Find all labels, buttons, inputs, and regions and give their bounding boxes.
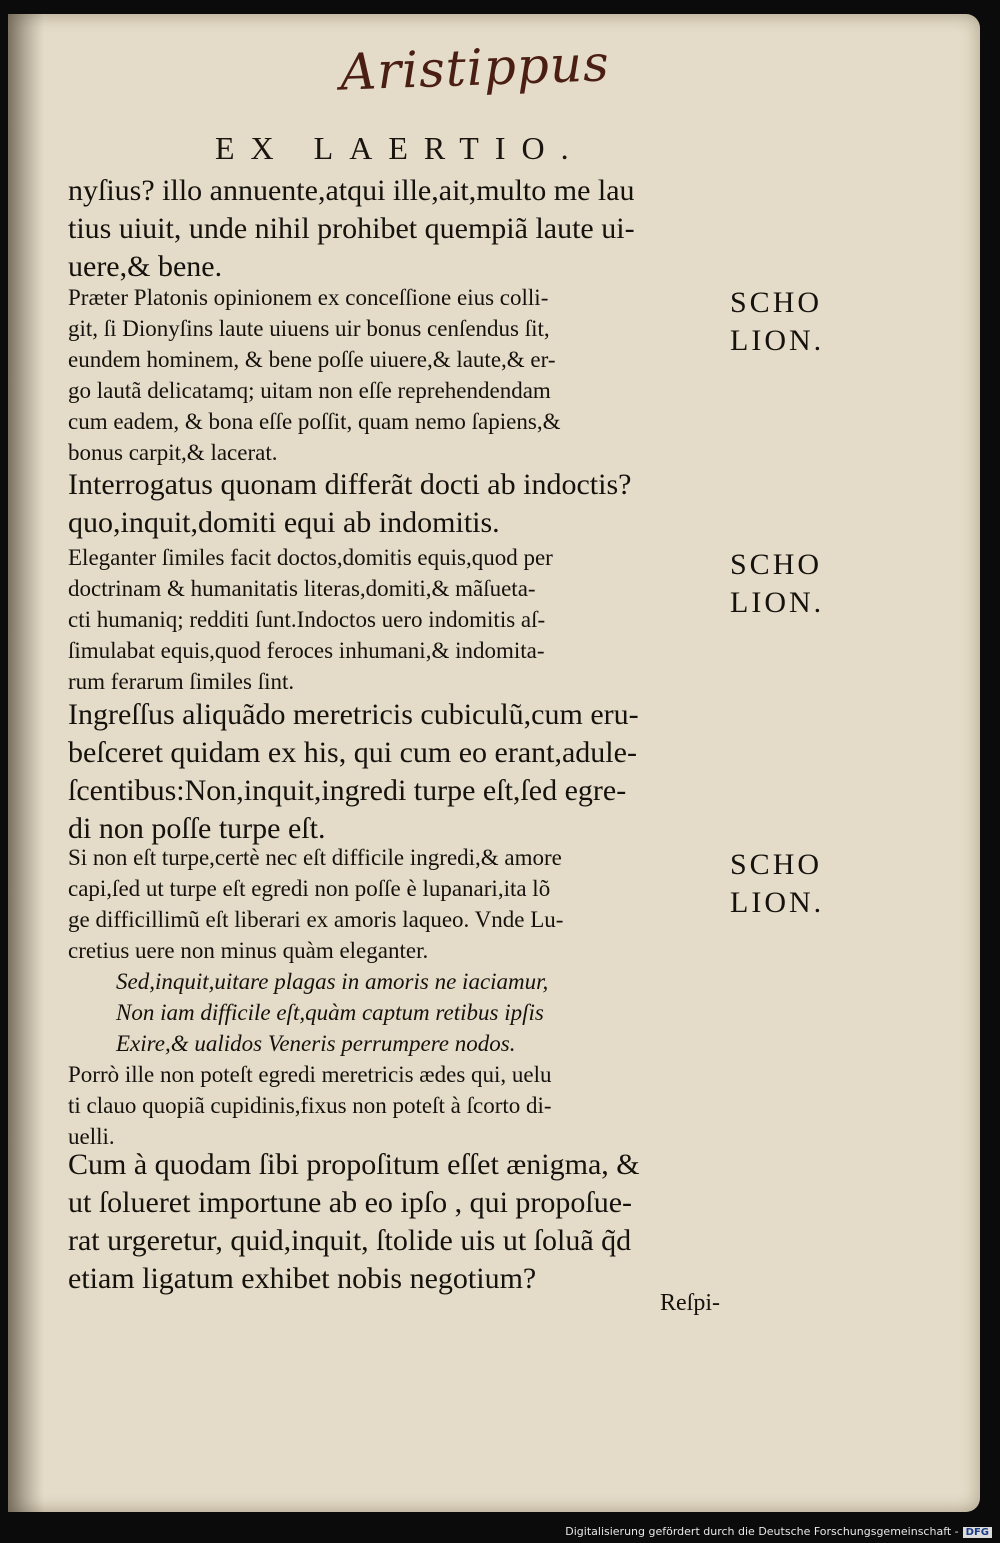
verse-line: Exire,& ualidos Veneris perrumpere nodos. (116, 1031, 516, 1056)
text-line: ſimulabat equis,quod feroces inhumani,& indomita- (68, 638, 545, 663)
scholion-label-3 (730, 846, 870, 922)
text-line: bonus carpit,& lacerat. (68, 440, 278, 465)
scholion-label-line: LION. (730, 886, 825, 919)
text-line: cti humaniq; redditi ſunt.Indoctos uero indomitis aſ- (68, 607, 546, 632)
text-line: uelli. (68, 1124, 115, 1149)
text-paragraph-3 (68, 696, 728, 848)
text-line: capi,ſed ut turpe eſt egredi non poſſe è lupanari,ita lõ (68, 876, 551, 901)
text-line: go lautã delicatamq; uitam non eſſe reprehendendam (68, 378, 551, 403)
gutter-shadow (8, 14, 44, 1512)
text-line: Interrogatus quonam differãt docti ab indoctis? (68, 468, 632, 501)
verse-line: Sed,inquit,uitare plagas in amoris ne iaciamur, (116, 969, 549, 994)
text-line: Cum à quodam ſibi propoſitum eſſet ænigma, & (68, 1148, 640, 1181)
scholion-label-line: SCHO (730, 286, 823, 319)
text-line: doctrinam & humanitatis literas,domiti,& mãſueta- (68, 576, 536, 601)
text-line: di non poſſe turpe eſt. (68, 812, 326, 845)
text-line: etiam ligatum exhibet nobis negotium? (68, 1262, 537, 1295)
scholion-label-line: SCHO (730, 848, 823, 881)
running-head: EX LAERTIO. (215, 130, 585, 166)
text-line: ſcentibus:Non,inquit,ingredi turpe eſt,ſed egre- (68, 774, 627, 807)
text-line: uere,& bene. (68, 250, 223, 283)
text-line: Præter Platonis opinionem ex conceſſione eius colli- (68, 285, 549, 310)
scholion-label-line: LION. (730, 586, 825, 619)
text-line: quo,inquit,domiti equi ab indomitis. (68, 506, 500, 539)
scholion-paragraph-2 (68, 542, 728, 697)
verse-line: Non iam difficile eſt,quàm captum retibus ipſis (116, 1000, 544, 1025)
text-line: Si non eſt turpe,certè nec eſt difficile ingredi,& amore (68, 845, 562, 870)
text-line: eundem hominem, & bene poſſe uiuere,& laute,& er- (68, 347, 556, 372)
footer-text: Digitalisierung gefördert durch die Deutsche Forschungsgemeinschaft - (565, 1525, 959, 1538)
text-line: nyſius? illo annuente,atqui ille,ait,multo me lau (68, 174, 635, 207)
text-line: cum eadem, & bona eſſe poſſit, quam nemo ſapiens,& (68, 409, 561, 434)
text-line: Eleganter ſimiles facit doctos,domitis equis,quod per (68, 545, 553, 570)
scholion-paragraph-1 (68, 282, 728, 468)
handwritten-title: Aristippus (339, 34, 611, 102)
text-line: ge difficillimũ eſt liberari ex amoris laqueo. Vnde Lu- (68, 907, 564, 932)
text-line: rum ferarum ſimiles ſint. (68, 669, 295, 694)
text-paragraph-1 (68, 172, 728, 286)
text-line: ut ſolueret importune ab eo ipſo , qui propoſue- (68, 1186, 633, 1219)
scholion-paragraph-3 (68, 842, 728, 1152)
text-paragraph-2 (68, 466, 728, 542)
scholion-label-2 (730, 546, 870, 622)
text-line: Porrò ille non poteſt egredi meretricis ædes qui, uelu (68, 1062, 552, 1087)
footer-credit (0, 1525, 992, 1538)
text-line: beſceret quidam ex his, qui cum eo erant,adule- (68, 736, 637, 769)
dfg-logo-icon: DFG (963, 1527, 992, 1538)
text-line: git, ſi Dionyſins laute uiuens uir bonus cenſendus ſit, (68, 316, 550, 341)
text-line: Ingreſſus aliquãdo meretricis cubiculũ,cum eru- (68, 698, 639, 731)
text-line: ti clauo quopiã cupidinis,fixus non poteſt à ſcorto di- (68, 1093, 552, 1118)
scholion-label-line: SCHO (730, 548, 823, 581)
text-line: tius uiuit, unde nihil prohibet quempiã laute ui- (68, 212, 635, 245)
text-line: cretius uere non minus quàm eleganter. (68, 938, 429, 963)
catchword: Reſpi- (660, 1290, 720, 1316)
scholion-label-1 (730, 284, 870, 360)
scholion-label-line: LION. (730, 324, 825, 357)
text-line: rat urgeretur, quid,inquit, ſtolide uis ut ſoluã q̃d (68, 1224, 632, 1257)
text-paragraph-4 (68, 1146, 728, 1298)
